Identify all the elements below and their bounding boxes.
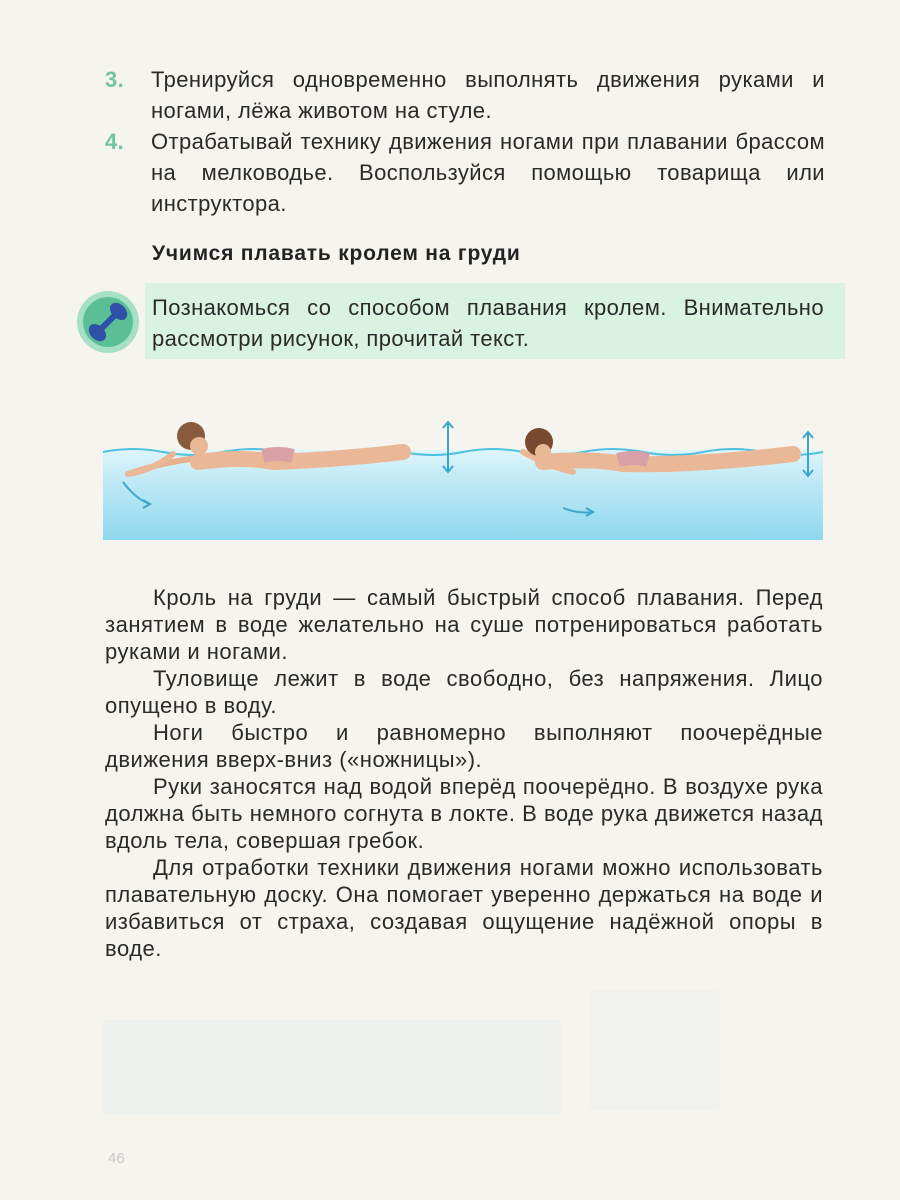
swimmer-crawl-illustration [103,412,823,540]
paragraph: Ноги быстро и равномерно выполняют поочерёдные движения вверх-вниз («ножницы»). [105,720,823,772]
section-heading: Учимся плавать кролем на груди [152,242,521,265]
paragraph: Кроль на груди — самый быстрый способ плавания. Перед занятием в воде желательно на суше потренироваться работать руками и ногами. [105,585,823,664]
paragraph: Руки заносятся над водой вперёд поочерёдно. В воздухе рука должна быть немного согнута в локте. В воде рука движется назад вдоль тела, совершая гребок. [105,774,823,853]
task-number: 4. [105,129,125,154]
paragraph: Для отработки техники движения ногами можно использовать плавательную доску. Она помогает уверенно держаться на воде и избавиться от страха, создавая ощущение надёжной опоры в воде. [105,855,823,961]
show-through-shape [102,1020,562,1115]
task-text: Отрабатывай технику движения ногами при плавании брассом на мелководье. Воспользуйся помощью товарища или инструктора. [151,129,825,216]
task-item [105,64,825,126]
page-number: 46 [108,1150,125,1167]
show-through-shape [590,990,720,1110]
dumbbell-icon [76,290,140,354]
task-item [105,126,825,219]
task-number: 3. [105,67,125,92]
paragraph: Туловище лежит в воде свободно, без напряжения. Лицо опущено в воду. [105,666,823,718]
intro-text: Познакомься со способом плавания кролем. Внимательно рассмотри рисунок, прочитай текст. [152,295,824,351]
body-text [105,584,823,962]
task-text: Тренируйся одновременно выполнять движения руками и ногами, лёжа животом на стуле. [151,67,825,123]
